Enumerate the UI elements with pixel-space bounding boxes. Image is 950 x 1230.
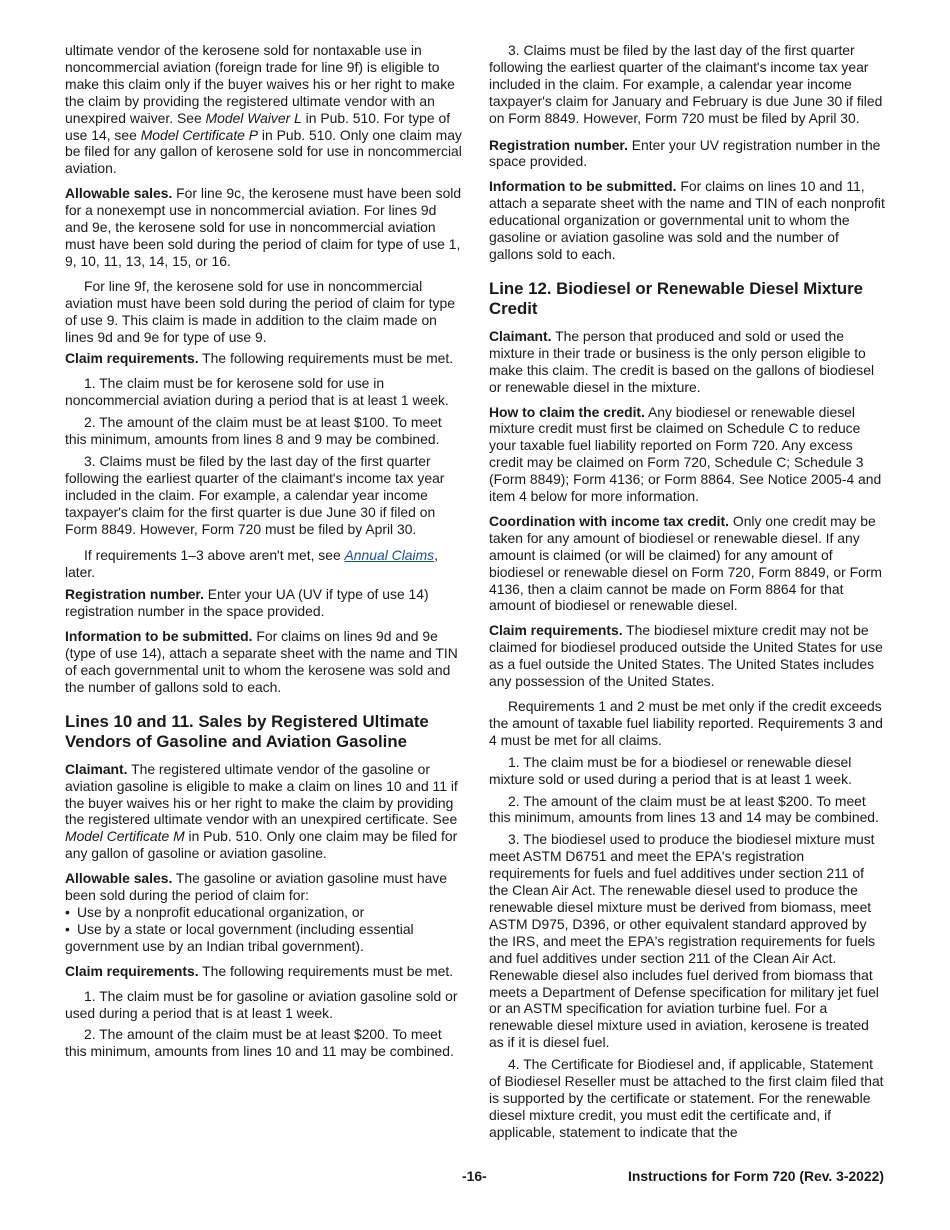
requirement-item: 2. The amount of the claim must be at least $200. To meet this minimum, amounts from lines 13 and 14 may be combined.: [489, 792, 879, 826]
paragraph-coordination: Coordination with income tax credit. Only one credit may be taken for any amount of biodiesel or renewable diesel. If any amount is claimed (or will be claimed) for any amount of biodiesel or renewable diesel on Form 720, Form 8849, or Form 4136, then a claim cannot be made on Form 8864 for that amount of biodiesel or renewable diesel.: [489, 512, 882, 614]
section-heading-lines-10-11: Lines 10 and 11. Sales by Registered Ultimate Vendors of Gasoline and Aviation Gasoline: [65, 711, 429, 751]
right-column: [489, 42, 886, 1146]
requirement-item: 3. The biodiesel used to produce the biodiesel mixture must meet ASTM D6751 and meet the EPA's registration requirements for fuels and fuel additives under section 211 of the Clean Air Act. The renewable diesel used to produce the renewable diesel mixture must be derived from biomass, meet ASTM D975, D396, or other equivalent standard approved by the IRS, and meet the EPA's registration requirements for fuels and fuel additives under section 211 of the Clean Air Act. Renewable diesel also includes fuel derived from biomass that meets a Department of Defense specification for military jet fuel or an ASTM specification for aviation turbine fuel. For a renewable diesel mixture used in aviation, kerosene is treated as if it is diesel fuel.: [489, 831, 879, 1051]
requirement-item: 1. The claim must be for gasoline or aviation gasoline sold or used during a period that is at least 1 week.: [65, 987, 458, 1021]
section-heading-line-12: Line 12. Biodiesel or Renewable Diesel Mixture Credit: [489, 278, 863, 318]
paragraph-allowable-sales: Allowable sales. For line 9c, the kerosene must have been sold for a nonexempt use in noncommercial aviation. For lines 9d and 9e, the kerosene sold for use in noncommercial aviation must have been sold during the period of claim for type of use 1, 9, 10, 11, 13, 14, 15, or 16.: [65, 185, 462, 269]
left-column: [65, 42, 462, 1065]
paragraph-information-submitted: Information to be submitted. For claims on lines 9d and 9e (type of use 14), attach a separate sheet with the name and TIN of each governmental unit to whom the kerosene was sold and the number of gallons sold to each.: [65, 628, 458, 695]
paragraph-allowable-sales-2: Allowable sales. The gasoline or aviation gasoline must have been sold during the period of claim for:: [65, 870, 447, 904]
requirement-item: 2. The amount of the claim must be at least $200. To meet this minimum, amounts from lines 10 and 11 may be combined.: [65, 1026, 454, 1060]
paragraph-registration-number: Registration number. Enter your UA (UV if type of use 14) registration number in the space provided.: [65, 586, 429, 620]
requirement-item: 1. The claim must be for a biodiesel or renewable diesel mixture sold or used during a period that is at least 1 week.: [489, 753, 852, 787]
requirement-item: 3. Claims must be filed by the last day of the first quarter following the earliest quarter of the claimant's income tax year included in the claim. For example, a calendar year income taxpayer's claim for the first quarter is due June 30 if filed on Form 8849. However, Form 720 must be filed by April 30.: [65, 452, 445, 537]
bullet-icon: •: [65, 920, 70, 937]
paragraph-line-9f: For line 9f, the kerosene sold for use in noncommercial aviation must have been sold during the period of claim for type of use 9. This claim is made in addition to the claim made on lines 9d and 9e for type of use 9.: [65, 277, 455, 345]
paragraph-annual-claims-ref: If requirements 1–3 above aren't met, see Annual Claims, later.: [65, 547, 438, 581]
annual-claims-link[interactable]: Annual Claims: [344, 547, 435, 564]
bullet-list: [65, 904, 462, 955]
paragraph-claim-requirements: Claim requirements. The biodiesel mixture credit may not be claimed for biodiesel produced outside the United States for use as a fuel outside the United States. The United States includes any possession of the United States.: [489, 622, 883, 690]
paragraph-claim-requirements-2: Claim requirements. The following requirements must be met.: [65, 962, 454, 979]
paragraph: ultimate vendor of the kerosene sold for nontaxable use in noncommercial aviation (foreign trade for line 9f) is eligible to make this claim only if the buyer waives his or her right to make the claim by providing the registered ultimate vendor with an unexpired waiver. See Model Waiver L in Pub. 510. For type of use 14, see Model Certificate P in Pub. 510. Only one claim may be filed for any gallon of kerosene sold for use in noncommercial aviation.: [65, 42, 462, 177]
list-item: • Use by a state or local government (including essential government use by an Indian tribal government).: [65, 920, 414, 954]
form-title-footer: Instructions for Form 720 (Rev. 3-2022): [627, 1168, 884, 1184]
requirement-item: 1. The claim must be for kerosene sold for use in noncommercial aviation during a period that is at least 1 week.: [65, 375, 449, 409]
requirement-item: 2. The amount of the claim must be at least $100. To meet this minimum, amounts from lines 8 and 9 may be combined.: [65, 414, 442, 448]
page-number: -16-: [462, 1168, 487, 1184]
requirement-item: 3. Claims must be filed by the last day of the first quarter following the earliest quarter of the claimant's income tax year included in the claim. For example, a calendar year income taxpayer's claim for January and February is due June 30 if filed on Form 8849. However, Form 720 must be filed by April 30.: [489, 42, 883, 126]
requirement-item: 4. The Certificate for Biodiesel and, if applicable, Statement of Biodiesel Reseller must be attached to the first claim filed that is supported by the certificate or statement. For the renewable diesel mixture credit, you must edit the certificate and, if applicable, statement to indicate that the: [489, 1056, 884, 1140]
paragraph-requirements-note: Requirements 1 and 2 must be met only if the credit exceeds the amount of taxable fuel liability reported. Requirements 3 and 4 must be met for all claims.: [489, 698, 883, 748]
bullet-icon: •: [65, 903, 70, 920]
paragraph-how-to-claim: How to claim the credit. Any biodiesel or renewable diesel mixture credit must first be claimed on Schedule C to reduce your taxable fuel liability reported on Form 720. Any excess credit may be claimed on Form 720, Schedule C; Schedule 3 (Form 8849); Form 4136; or Form 8864. See Notice 2005-4 and item 4 below for more information.: [489, 403, 882, 505]
paragraph-registration-number: Registration number. Enter your UV registration number in the space provided.: [489, 136, 881, 170]
paragraph-information-submitted: Information to be submitted. For claims on lines 10 and 11, attach a separate sheet with the name and TIN of each nonprofit educational organization or governmental unit to whom the gasoline or aviation gasoline was sold and the number of gallons sold to each.: [489, 178, 885, 262]
list-item: • Use by a nonprofit educational organization, or: [65, 903, 365, 920]
paragraph-claimant: Claimant. The person that produced and sold or used the mixture in their trade or business is the only person eligible to make this claim. The credit is based on the gallons of biodiesel or renewable diesel in the mixture.: [489, 327, 875, 395]
paragraph-claimant: Claimant. The registered ultimate vendor of the gasoline or aviation gasoline is eligible to make a claim on lines 10 and 11 if the buyer waives his or her right to make the claim by providing the registered ultimate vendor with an unexpired certificate. See Model Certificate M in Pub. 510. Only one claim may be filed for any gallon of gasoline or aviation gasoline.: [65, 760, 458, 862]
paragraph-claim-requirements: Claim requirements. The following requirements must be met.: [65, 350, 454, 367]
